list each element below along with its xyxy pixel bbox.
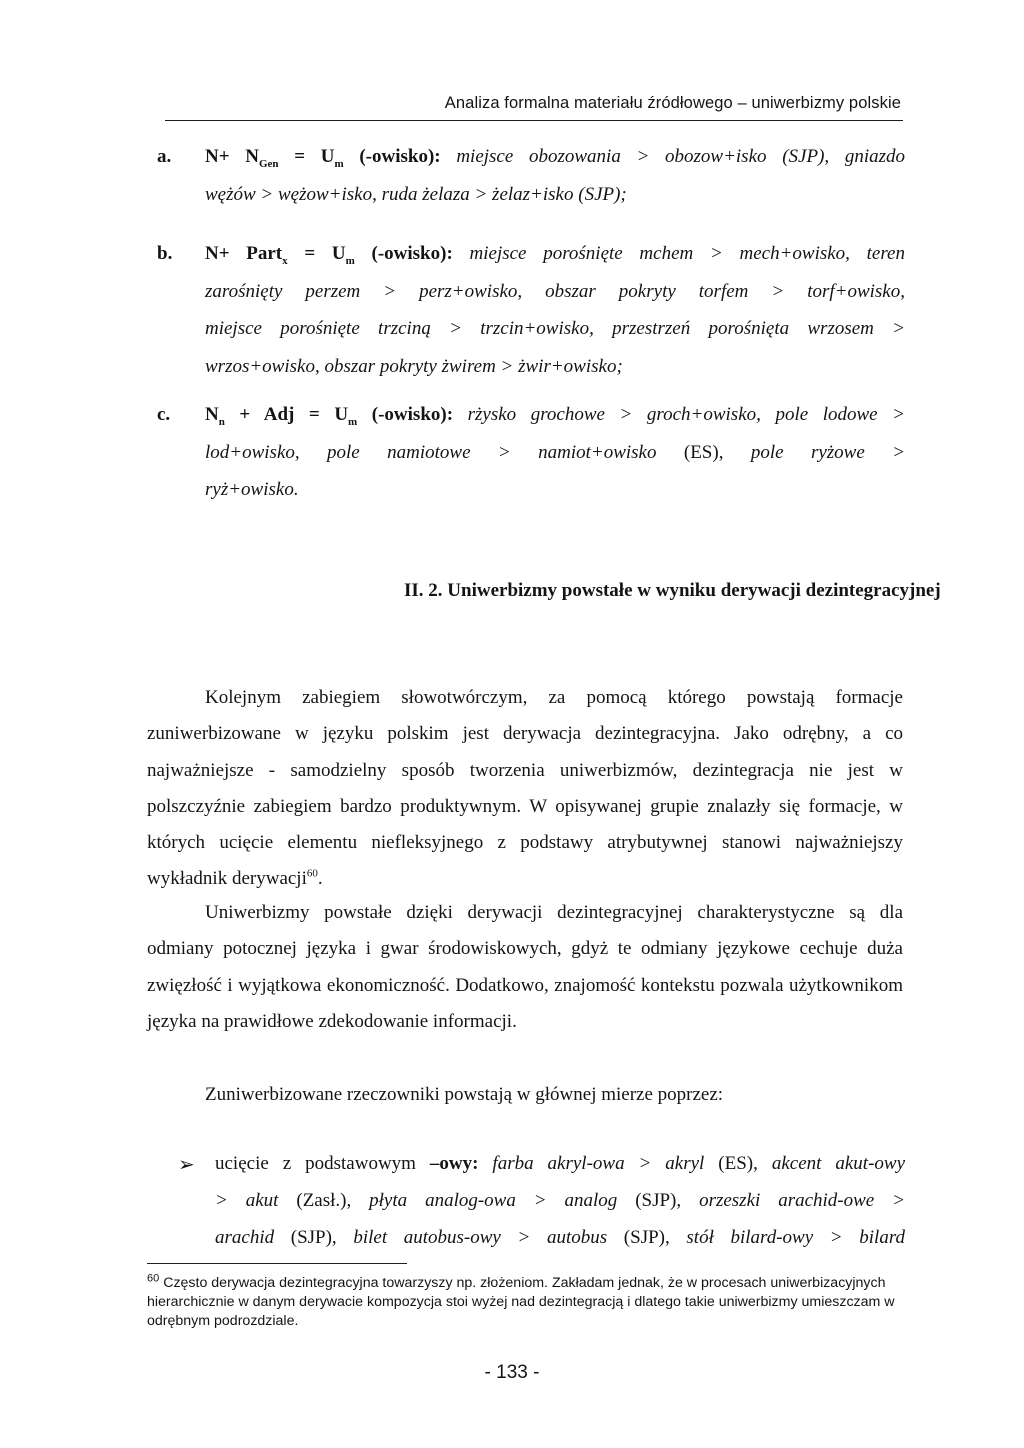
- bullet-line3: arachid (SJP), bilet autobus-owy > autobus (SJP), stół bilard-owy > bilard: [215, 1227, 906, 1248]
- item-a-formula: $N+ N_{Gen} = U_m$ (-owisko):: [205, 146, 441, 170]
- paragraph-2: Uniwerbizmy powstałe dzięki derywacji dezintegracyjnej charakterystyczne są dla odmiany potocznej języka i gwar środowiskowych, gdyż te odmiany językowe cechuje duża zwięzłość i wyjątkowa ekonomiczność. Dodatkowo, znajomość kontekstu pozwala użytkownikom języka na prawidłowe zdekodowanie informacji.: [147, 902, 903, 1032]
- header-rule: [165, 120, 903, 121]
- item-b-line1: N+ Part$_x$ = $U_m$ (-owisko): miejsce porośnięte mchem > mech+owisko, teren: [205, 243, 905, 267]
- bullet-line1: ucięcie z podstawowym –owy: farba akryl-owa > akryl (ES), akcent akut-owy: [215, 1153, 905, 1174]
- item-a-line2: wężów > wężow+isko, ruda żelaza > żelaz+isko (SJP);: [205, 183, 627, 205]
- footnote: $^{60}$ Często derywacja dezintegracyjna towarzyszy np. złożeniom. Zakładam jednak, że w procesach uniwerbizacyjnych hierarchicznie w danym derywacie kompozycja stoi wyżej nad dezintegracją i dlatego takie uniwerbizmy umieszczam w odrębnym podrozdziale.: [147, 1272, 895, 1329]
- footnote-ref[interactable]: 60: [306, 868, 318, 881]
- bullet-line2: > akut (Zasł.), płyta analog-owa > analog (SJP), orzeszki arachid-owe >: [215, 1190, 905, 1211]
- item-c-label: c.: [157, 404, 171, 425]
- item-c-line2: lod+owisko, pole namiotowe > namiot+owisko (ES), pole ryżowe >: [205, 441, 905, 463]
- item-b-text: [205, 235, 905, 385]
- section-title: II. 2. Uniwerbizmy powstałe w wyniku derywacji dezintegracyjnej: [404, 580, 941, 601]
- item-a-label: a.: [157, 146, 172, 167]
- item-b-line3: miejsce porośnięte trzciną > trzcin+owisko, przestrzeń porośnięta wrzosem >: [205, 318, 905, 339]
- item-a-text: [205, 138, 905, 213]
- item-c-line3: ryż+owisko.: [205, 479, 299, 500]
- item-a-line1: $N+ N_{Gen} = U_m$ (-owisko): miejsce obozowania > obozow+isko (SJP), gniazdo: [205, 146, 906, 170]
- bullet-text: [215, 1145, 905, 1256]
- item-b-line4: wrzos+owisko, obszar pokryty żwirem > żwir+owisko;: [205, 355, 623, 377]
- item-b-formula: N+ Part$_x$ = $U_m$ (-owisko):: [205, 243, 453, 267]
- arrow-bullet-icon: ➢: [178, 1154, 195, 1176]
- running-header: Analiza formalna materiału źródłowego – uniwerbizmy polskie: [444, 94, 901, 112]
- paragraph-1: Kolejnym zabiegiem słowotwórczym, za pomocą którego powstają formacje zuniwerbizowane w języku polskim jest derywacja dezintegracyjna. Jako odrębny, a co najważniejsze - samodzielny sposób tworzenia uniwerbizmów, dezintegracja nie jest w polszczyźnie zabiegiem bardzo produktywnym. W opisywanej grupie znalazły się formacje, w których ucięcie elementu niefleksyjnego z podstawy atrybutywnej stanowi najważniejszy wykładnik derywacji$^{60}$.: [147, 687, 903, 890]
- item-b-line2: zarośnięty perzem > perz+owisko, obszar pokryty torfem > torf+owisko,: [205, 280, 905, 302]
- footnote-rule: [147, 1263, 407, 1264]
- page-number: - 133 -: [484, 1362, 540, 1383]
- item-c-formula: $N_n$ + Adj = $U_m$ (-owisko):: [205, 404, 454, 428]
- item-b-label: b.: [157, 243, 173, 264]
- item-c-line1: $N_n$ + Adj = $U_m$ (-owisko): rżysko grochowe > groch+owisko, pole lodowe >: [205, 404, 905, 428]
- item-c-text: [205, 396, 905, 509]
- paragraph-3: Zuniwerbizowane rzeczowniki powstają w głównej mierze poprzez:: [205, 1084, 724, 1105]
